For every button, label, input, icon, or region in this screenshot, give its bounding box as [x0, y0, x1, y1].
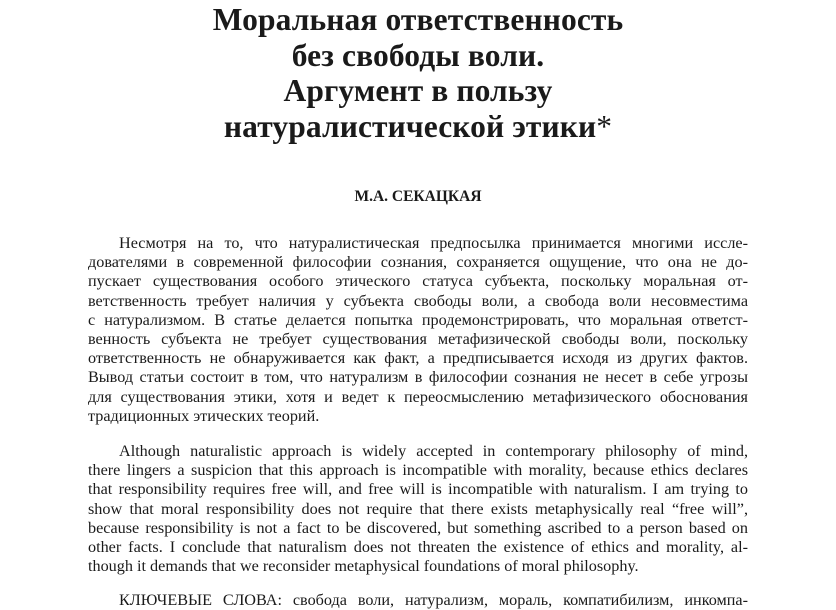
title-line: Моральная ответственность [212, 2, 624, 37]
title-line-last [0, 109, 836, 145]
abstract-english [88, 442, 748, 576]
abstract-line: пускает существования особого этического статуса субъекта, поскольку моральная от- [88, 272, 748, 291]
abstract-line: традиционных этических теорий. [88, 406, 320, 425]
keywords-line: КЛЮЧЕВЫЕ СЛОВА: свобода воли, натурализм, мораль, компатибилизм, инкомпа- [119, 591, 748, 609]
abstract-line: для существования этики, хотя и ведет к переосмыслению метафизического обоснования [88, 387, 748, 406]
abstract-line: дователями в современной философии сознания, сохраняется ощущение, что она не до- [88, 253, 748, 272]
abstract-line: ответственность не обнаруживается как факт, а предписывается исходя из других фактов. [88, 349, 748, 368]
abstract-line: other facts. I conclude that naturalism does not threaten the existence of ethics and morality, al- [88, 538, 748, 557]
abstract-line: there lingers a suspicion that this approach is incompatible with morality, because ethics declares [88, 461, 748, 480]
author-name: М.А. СЕКАЦКАЯ [354, 188, 482, 205]
abstract-line: ветственность требует наличия у субъекта свободы воли, а свобода воли несовместима [88, 291, 748, 310]
abstract-line: Вывод статьи состоит в том, что натурализм в философии сознания не несет в себе угрозы [88, 368, 748, 387]
abstract-line: show that moral responsibility does not require that there exists metaphysically real “free will”, [88, 499, 748, 518]
title-line: без свободы воли. [291, 37, 545, 73]
title-line-text: натуралистической этики [223, 108, 597, 144]
abstract-line: though it demands that we reconsider metaphysical foundations of moral philosophy. [88, 557, 639, 576]
abstract-line: Несмотря на то, что натуралистическая предпосылка принимается многими иссле- [119, 234, 748, 252]
abstract-line: that responsibility requires free will, and free will is incompatible with naturalism. I am trying to [88, 480, 748, 499]
abstract-russian [88, 234, 748, 426]
footnote-mark: * [596, 108, 613, 144]
abstract-line: because responsibility is not a fact to be discovered, but something ascribed to a person based on [88, 518, 748, 537]
abstract-line: с натурализмом. В статье делается попытка продемонстрировать, что моральная ответст- [88, 310, 748, 329]
keywords [88, 591, 748, 610]
abstract-line: Although naturalistic approach is widely accepted in contemporary philosophy of mind, [119, 442, 748, 460]
article-title [0, 2, 836, 144]
title-line: Аргумент в пользу [283, 73, 553, 108]
abstract-line: венность субъекта не требует существования метафизической свободы воли, поскольку [88, 330, 748, 349]
